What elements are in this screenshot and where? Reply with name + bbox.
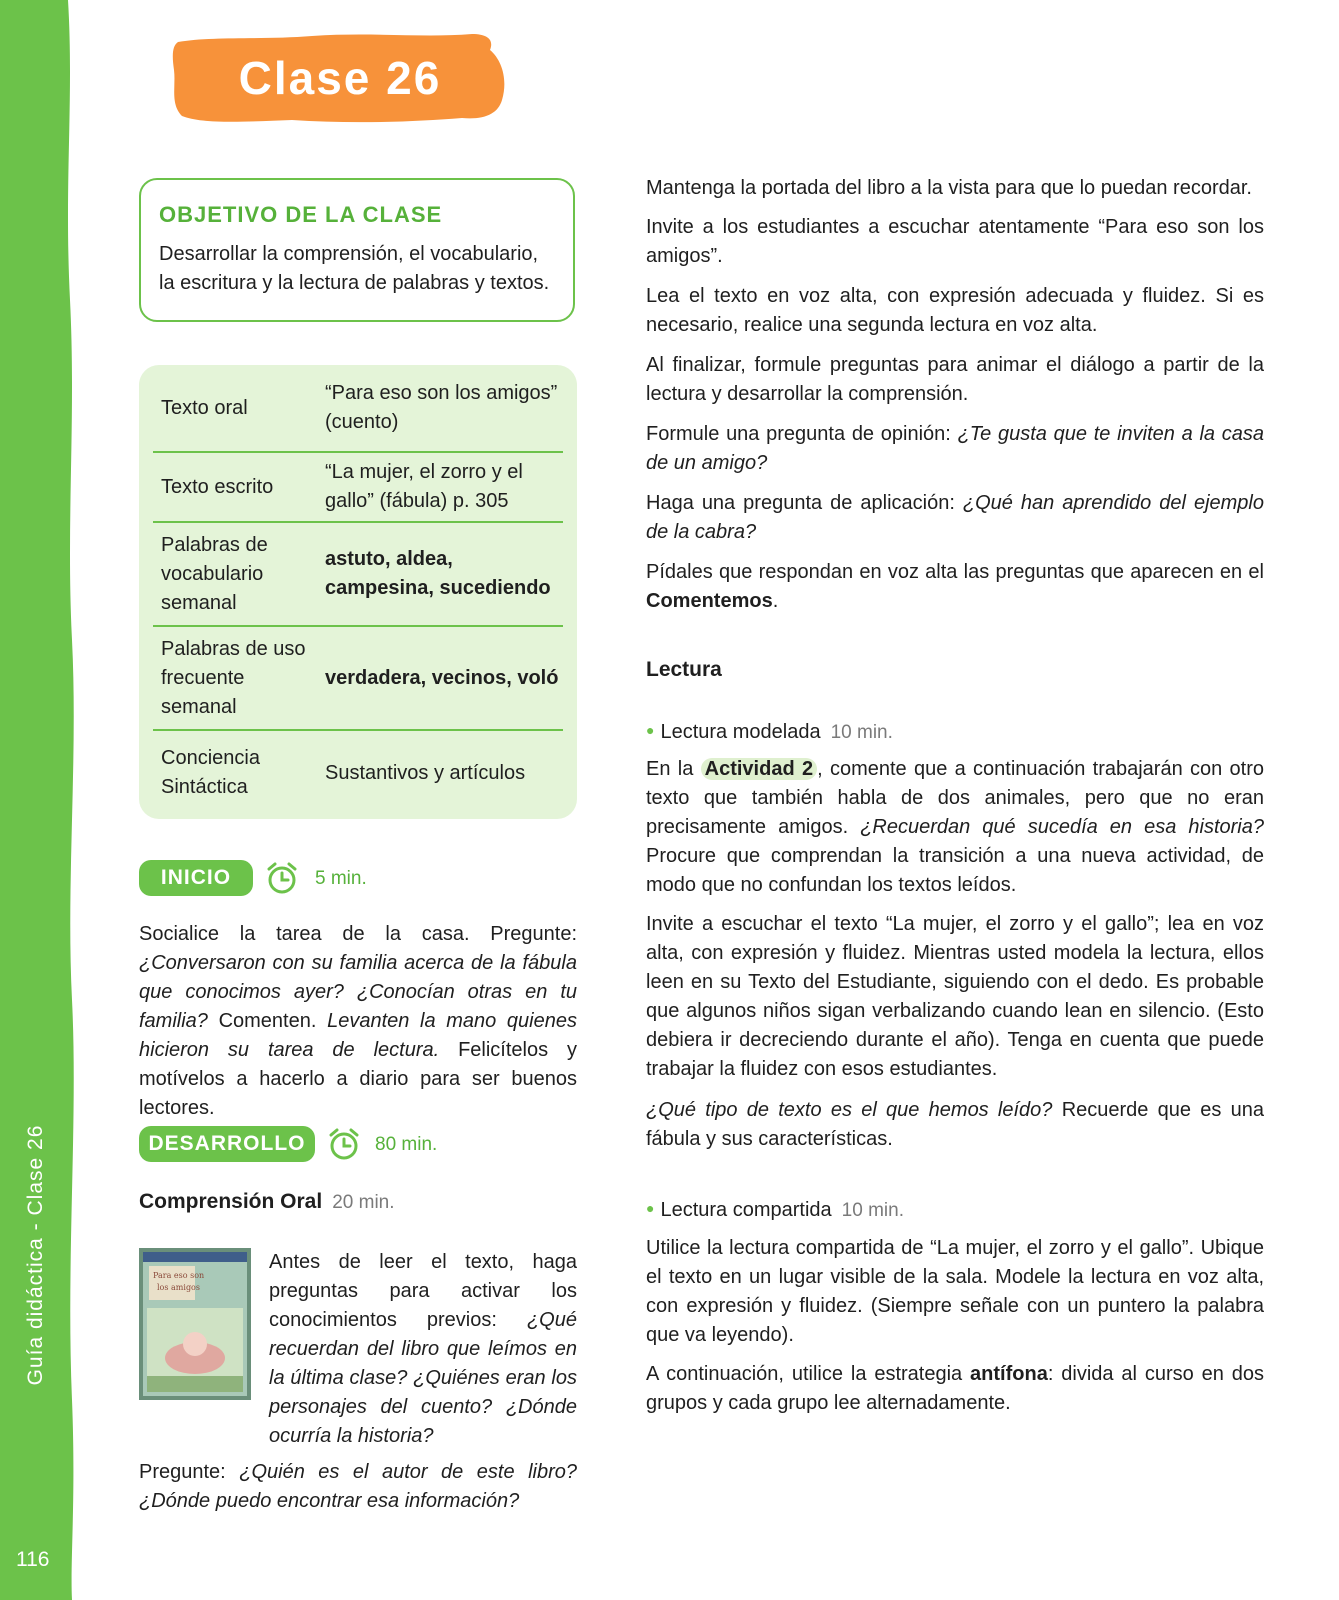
right-question: ¿Qué han aprendido del ejemplo de la cabra? [646,492,1264,543]
comprension-questions: ¿Qué recuerdan del libro que leímos en la última clase? ¿Quiénes eran los personajes del cuento? ¿Dónde ocurría la historia? [269,1309,577,1447]
comprension-paragraph-2 [139,1458,577,1516]
lectura-modelada-time: 10 min. [830,722,893,743]
alarm-clock-icon [326,1126,362,1162]
bullet-icon: ● [646,722,655,738]
table-row [153,365,563,453]
row-value: verdadera, vecinos, voló [325,666,559,689]
lectura-compartida-time: 10 min. [841,1200,904,1221]
right-paragraph-6 [646,489,1264,547]
row-label: Conciencia Sintáctica [161,747,260,798]
desarrollo-badge: DESARROLLO [139,1126,315,1162]
comprension-paragraph [269,1248,577,1451]
right-paragraph-4: Al finalizar, formule preguntas para animar el diálogo a partir de la lectura y desarrollar la comprensión. [646,354,1264,405]
table-row [153,523,563,627]
table-row [153,627,563,731]
row-label: Texto escrito [161,475,274,498]
comprension-text: Antes de leer el texto, haga preguntas para activar los conocimientos previos: [269,1251,577,1331]
objective-text: Desarrollar la comprensión, el vocabulario, la escritura y la lectura de palabras y textos. [159,243,550,294]
right-paragraph-11: Utilice la lectura compartida de “La mujer, el zorro y el gallo”. Ubique el texto en un lugar visible de la sala. Modele la lectura en voz alta, con expresión y fluidez. (Siempre señale con un puntero la palabra que va leyendo). [646,1237,1264,1346]
inicio-text: Comenten. [218,1010,317,1032]
right-text: , comente que a continuación trabajarán con otro texto que también habla de dos animales, pero que no eran precisamente amigos. [646,758,1265,838]
lectura-heading: Lectura [646,658,722,681]
right-paragraph-3: Lea el texto en voz alta, con expresión adecuada y fluidez. Si es necesario, realice una segunda lectura en voz alta. [646,285,1264,336]
page-title: Clase 26 [238,52,442,104]
comprension-text: Pregunte: [139,1461,226,1483]
lectura-modelada-item [646,716,1264,747]
row-value: “Para eso son los amigos” (cuento) [325,382,558,433]
info-table [139,365,577,819]
right-text: A continuación, utilice la estrategia [646,1363,963,1385]
bullet-icon: ● [646,1200,655,1216]
alarm-clock-icon [264,860,300,896]
row-label: Palabras de uso frecuente semanal [161,637,306,718]
right-paragraph-10 [646,1096,1264,1154]
objective-heading: OBJETIVO DE LA CLASE [159,202,443,227]
inicio-badge: INICIO [139,860,253,896]
sidebar-label: Guía didáctica - Clase 26 [24,1124,47,1386]
right-paragraph-7 [646,558,1264,616]
inicio-text: Socialice la tarea de la casa. Pregunte: [139,923,577,945]
lectura-modelada-label: Lectura modelada [660,721,821,743]
right-text: Haga una pregunta de aplicación: [646,492,955,514]
right-paragraph-1: Mantenga la portada del libro a la vista para que lo puedan recordar. [646,177,1252,199]
right-text: . [772,590,779,612]
title-banner [172,30,508,126]
row-value: “La mujer, el zorro y el gallo” (fábula) p. 305 [325,461,523,512]
actividad-2-highlight: Actividad 2 [701,758,817,780]
lectura-compartida-item [646,1194,1264,1225]
comentemos-label: Comentemos [646,590,773,612]
comprension-time: 20 min. [332,1192,395,1213]
row-value: astuto, aldea, campesina, sucediendo [325,548,551,599]
antifona-label: antífona [970,1363,1048,1385]
inicio-question: Levanten la mano quienes hicieron su tarea de lectura. [139,1010,577,1061]
sidebar [0,0,72,1600]
right-text: Recuerde que es una fábula y sus características. [646,1099,1265,1150]
row-value: Sustantivos y artículos [325,761,526,784]
right-paragraph-12 [646,1360,1264,1418]
inicio-question: ¿Conversaron con su familia acerca de la fábula que conocimos ayer? ¿Conocían otras en tu familia? [139,952,577,1032]
comprension-heading [139,1190,395,1214]
right-paragraph-5 [646,420,1264,478]
table-row [153,731,563,815]
row-label: Texto oral [161,396,248,419]
right-question: ¿Qué tipo de texto es el que hemos leído? [646,1099,1053,1121]
lectura-compartida-label: Lectura compartida [660,1199,832,1221]
desarrollo-time: 80 min. [375,1134,438,1155]
right-paragraph-8 [646,755,1264,900]
page-number: 116 [16,1548,50,1571]
right-text: Formule una pregunta de opinión: [646,423,951,445]
right-paragraph-2: Invite a los estudiantes a escuchar atentamente “Para eso son los amigos”. [646,216,1264,267]
inicio-text: Felicítelos y motívelos a hacerlo a diario para ser buenos lectores. [139,1039,578,1119]
objective-box [139,178,575,322]
right-text: En la [646,758,694,780]
right-text: Pídales que respondan en voz alta las preguntas que aparecen en el [646,561,1264,583]
right-question: ¿Recuerdan qué sucedía en esa historia? [860,816,1264,838]
right-question: ¿Te gusta que te inviten a la casa de un amigo? [646,423,1264,474]
row-label: Palabras de vocabulario semanal [161,533,268,614]
comprension-questions: ¿Quién es el autor de este libro? ¿Dónde puedo encontrar esa información? [139,1461,577,1512]
inicio-time: 5 min. [315,868,367,889]
book-cover-image [139,1248,251,1400]
table-row [153,453,563,523]
right-text: Procure que comprendan la transición a una nueva actividad, de modo que no confundan los textos leídos. [646,845,1264,896]
right-text: : divida al curso en dos grupos y cada grupo lee alternadamente. [646,1363,1265,1414]
inicio-paragraph [139,920,577,1123]
book-cover-title: Para eso son [153,1271,205,1280]
comprension-heading-text: Comprensión Oral [139,1190,323,1213]
right-paragraph-9: Invite a escuchar el texto “La mujer, el zorro y el gallo”; lea en voz alta, con expresión y fluidez. Mientras usted modela la lectura, ellos leen en su Texto del Estudiante, siguiendo con el dedo. Es probable que algunos niños sigan verbalizando cuando lean en silencio. (Esto debiera ir decreciendo durante el año). Tenga en cuenta que puede trabajar la fluidez con esos estudiantes. [646,913,1264,1080]
book-cover-title-2: los amigos [157,1283,200,1292]
